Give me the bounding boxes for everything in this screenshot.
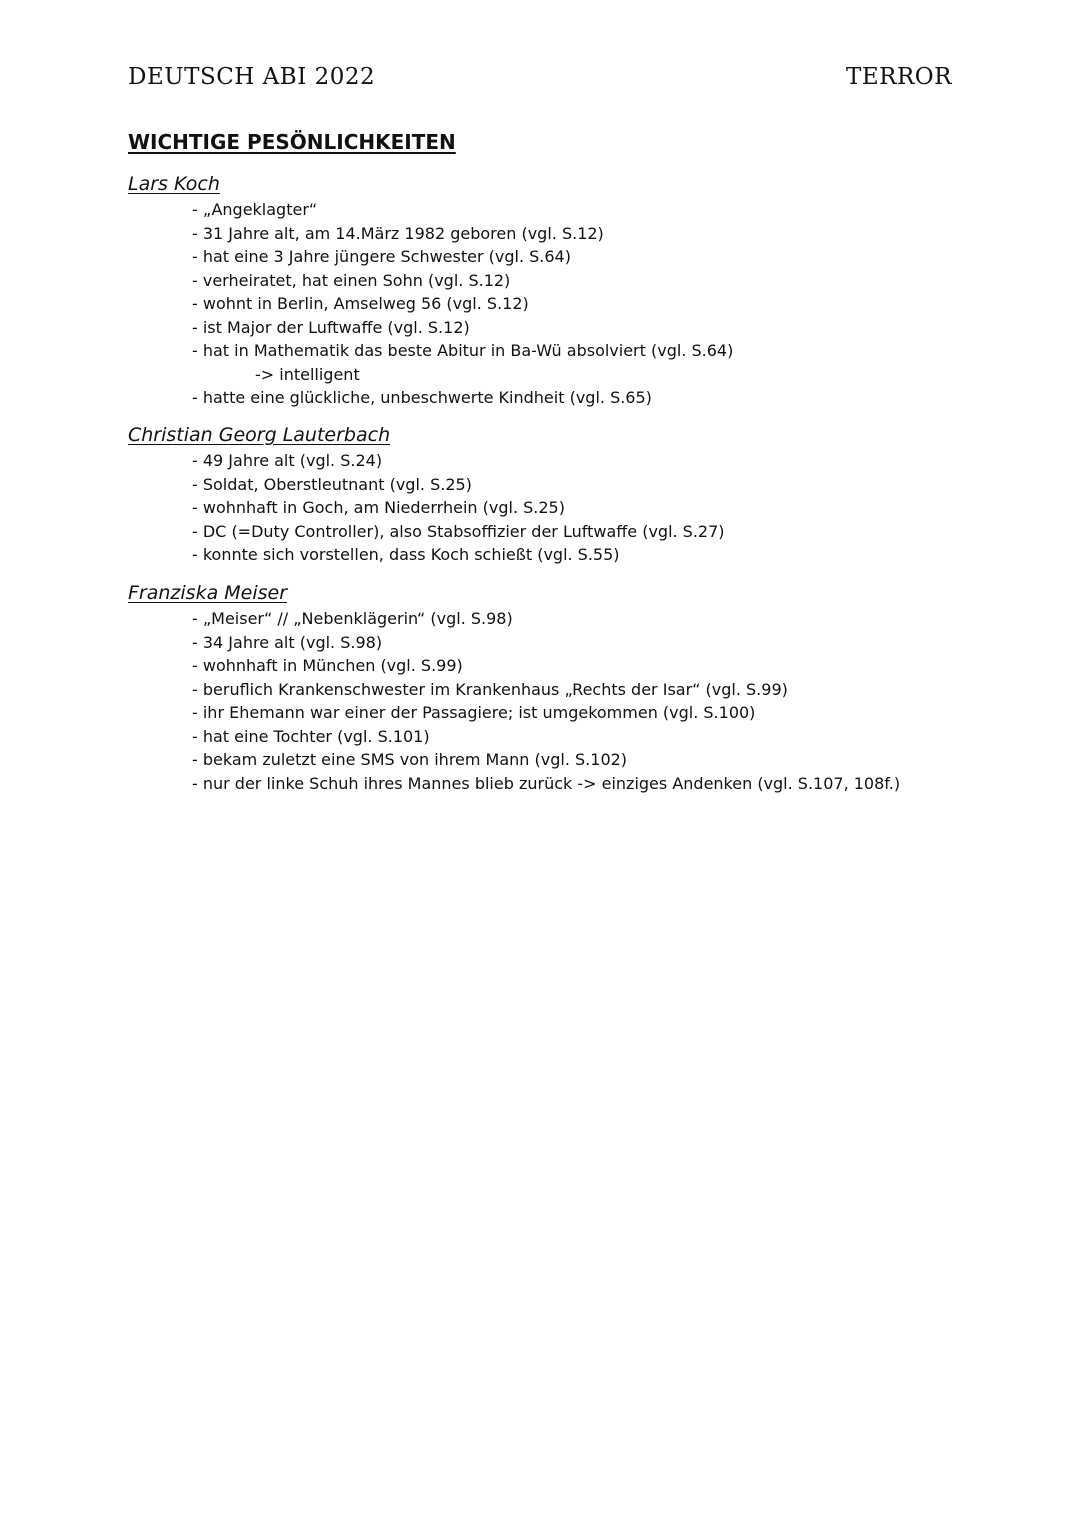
header-topic: TERROR bbox=[846, 64, 952, 90]
fact-item: - hat eine 3 Jahre jüngere Schwester (vgl. S.64) bbox=[192, 247, 571, 266]
fact-item: - wohnhaft in Goch, am Niederrhein (vgl. S.25) bbox=[192, 498, 565, 517]
fact-item: - wohnt in Berlin, Amselweg 56 (vgl. S.12) bbox=[192, 294, 529, 313]
person-block-lars-koch bbox=[128, 172, 733, 410]
fact-list bbox=[128, 198, 733, 410]
fact-item: - 49 Jahre alt (vgl. S.24) bbox=[192, 451, 383, 470]
fact-item: - 31 Jahre alt, am 14.März 1982 geboren (vgl. S.12) bbox=[192, 223, 604, 243]
fact-item: - ist Major der Luftwaffe (vgl. S.12) bbox=[192, 317, 470, 337]
fact-item: - hat in Mathematik das beste Abitur in Ba-Wü absolviert (vgl. S.64) bbox=[192, 341, 734, 360]
fact-item: - „Angeklagter“ bbox=[192, 200, 318, 219]
section-title: WICHTIGE PESÖNLICHKEITEN bbox=[128, 130, 456, 154]
fact-item: - Soldat, Oberstleutnant (vgl. S.25) bbox=[192, 474, 472, 494]
fact-list bbox=[128, 607, 900, 795]
fact-item: - DC (=Duty Controller), also Stabsoffizier der Luftwaffe (vgl. S.27) bbox=[192, 521, 725, 541]
fact-item: - „Meiser“ // „Nebenklägerin“ (vgl. S.98) bbox=[192, 609, 513, 628]
fact-item: - bekam zuletzt eine SMS von ihrem Mann (vgl. S.102) bbox=[192, 750, 628, 769]
header-subject: DEUTSCH ABI 2022 bbox=[128, 64, 376, 90]
fact-item: - nur der linke Schuh ihres Mannes blieb zurück -> einziges Andenken (vgl. S.107, 108f.) bbox=[192, 773, 901, 793]
fact-item: - verheiratet, hat einen Sohn (vgl. S.12) bbox=[192, 270, 511, 290]
person-name: Lars Koch bbox=[128, 173, 220, 195]
person-name: Franziska Meiser bbox=[128, 582, 288, 604]
fact-item: - konnte sich vorstellen, dass Koch schießt (vgl. S.55) bbox=[192, 545, 620, 564]
fact-item: - ihr Ehemann war einer der Passagiere; ist umgekommen (vgl. S.100) bbox=[192, 703, 756, 722]
person-block-christian-georg-lauterbach bbox=[128, 423, 725, 567]
fact-list bbox=[128, 449, 725, 567]
fact-subitem: -> intelligent bbox=[255, 364, 360, 384]
fact-item: - beruflich Krankenschwester im Krankenhaus „Rechts der Isar“ (vgl. S.99) bbox=[192, 679, 788, 699]
person-block-franziska-meiser bbox=[128, 581, 900, 795]
person-name: Christian Georg Lauterbach bbox=[128, 424, 391, 446]
fact-item: - hat eine Tochter (vgl. S.101) bbox=[192, 726, 430, 746]
fact-item: - hatte eine glückliche, unbeschwerte Kindheit (vgl. S.65) bbox=[192, 388, 652, 407]
fact-item: - wohnhaft in München (vgl. S.99) bbox=[192, 656, 463, 675]
fact-item: - 34 Jahre alt (vgl. S.98) bbox=[192, 632, 383, 652]
